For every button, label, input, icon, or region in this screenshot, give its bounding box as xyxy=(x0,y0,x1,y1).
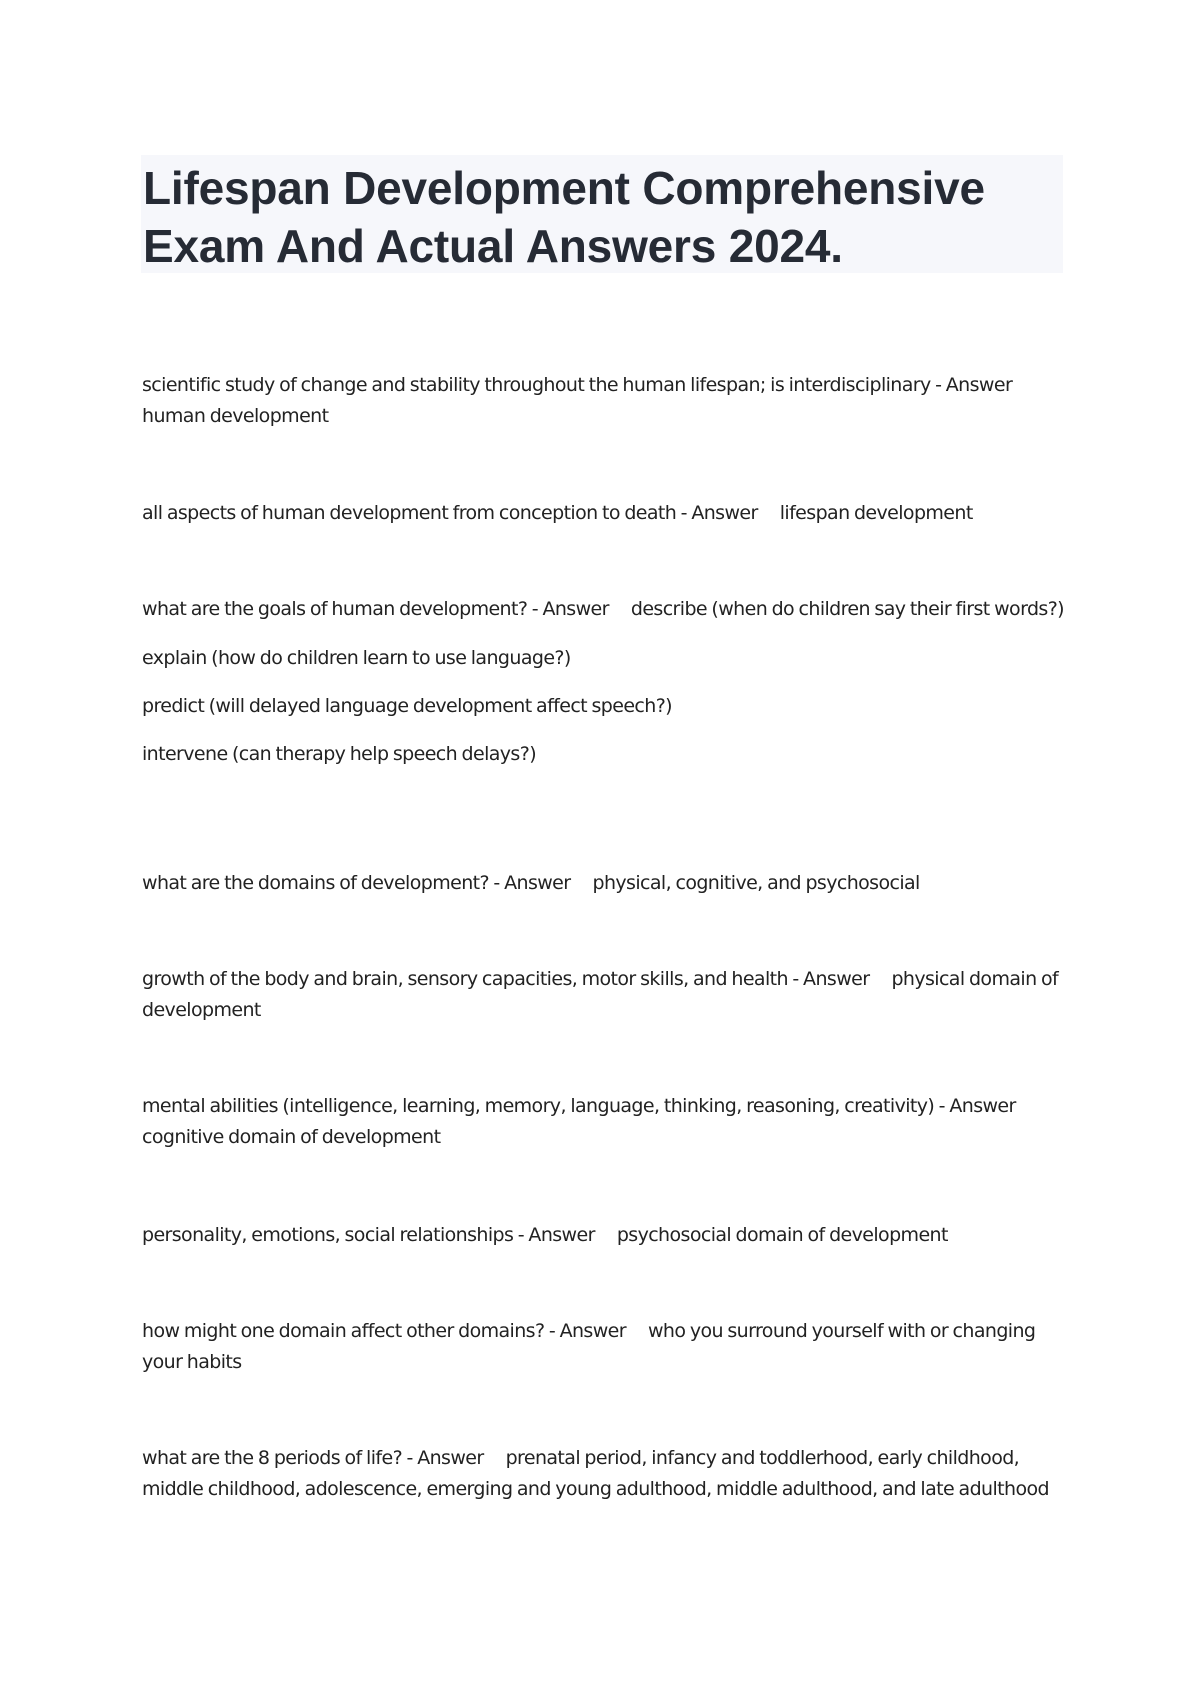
qa-item-7 xyxy=(142,1220,1072,1251)
qa-text xyxy=(142,594,1072,625)
qa-item-1 xyxy=(142,370,1072,432)
qa-question: scientific study of change and stability throughout the human lifespan; is interdisciplinary - Answer xyxy=(142,374,1013,396)
qa-answer-extra-2: predict (will delayed language development affect speech?) xyxy=(142,695,672,717)
qa-question: personality, emotions, social relationships - Answer xyxy=(142,1224,595,1246)
document-title-line-2: Exam And Actual Answers 2024. xyxy=(143,220,843,272)
title-block xyxy=(141,155,1063,273)
qa-answer-extra-1: explain (how do children learn to use language?) xyxy=(142,647,571,669)
qa-answer: human development xyxy=(142,405,329,427)
qa-item-2 xyxy=(142,498,1072,529)
qa-text xyxy=(142,868,1072,899)
qa-answer: describe (when do children say their first words?) xyxy=(630,598,1064,620)
qa-question: what are the goals of human development? - Answer xyxy=(142,598,609,620)
qa-text xyxy=(142,964,1072,1026)
qa-answer: physical, cognitive, and psychosocial xyxy=(592,872,920,894)
qa-item-8 xyxy=(142,1316,1072,1378)
qa-answer: prenatal period, infancy and toddlerhood, early childhood, middle childhood, adolescence, emerging and young adulthood, middle adulthood, and late adulthood xyxy=(142,1447,1049,1500)
qa-question: mental abilities (intelligence, learning, memory, language, thinking, reasoning, creativity) - Answer xyxy=(142,1095,1016,1117)
qa-question: how might one domain affect other domains? - Answer xyxy=(142,1320,626,1342)
qa-answer: lifespan development xyxy=(779,502,973,524)
qa-text xyxy=(142,1091,1072,1153)
qa-answer: cognitive domain of development xyxy=(142,1126,441,1148)
qa-item-9 xyxy=(142,1443,1072,1505)
qa-question: what are the domains of development? - Answer xyxy=(142,872,571,894)
qa-question: all aspects of human development from conception to death - Answer xyxy=(142,502,758,524)
qa-question: growth of the body and brain, sensory capacities, motor skills, and health - Answer xyxy=(142,968,870,990)
qa-answer: who you surround yourself with or changing your habits xyxy=(142,1320,1036,1373)
qa-answer: psychosocial domain of development xyxy=(616,1224,948,1246)
qa-answer: physical domain of development xyxy=(142,968,1059,1021)
qa-item-6 xyxy=(142,1091,1072,1153)
qa-question: what are the 8 periods of life? - Answer xyxy=(142,1447,484,1469)
document-title-line-1: Lifespan Development Comprehensive xyxy=(143,162,985,214)
qa-text xyxy=(142,1220,1072,1251)
qa-item-3 xyxy=(142,594,1072,770)
qa-text xyxy=(142,1316,1072,1378)
qa-text xyxy=(142,370,1072,432)
qa-text xyxy=(142,498,1072,529)
qa-text xyxy=(142,1443,1072,1505)
qa-answer-extra-3: intervene (can therapy help speech delays?) xyxy=(142,743,537,765)
qa-item-5 xyxy=(142,964,1072,1026)
qa-item-4 xyxy=(142,868,1072,899)
document-title xyxy=(143,159,1061,275)
